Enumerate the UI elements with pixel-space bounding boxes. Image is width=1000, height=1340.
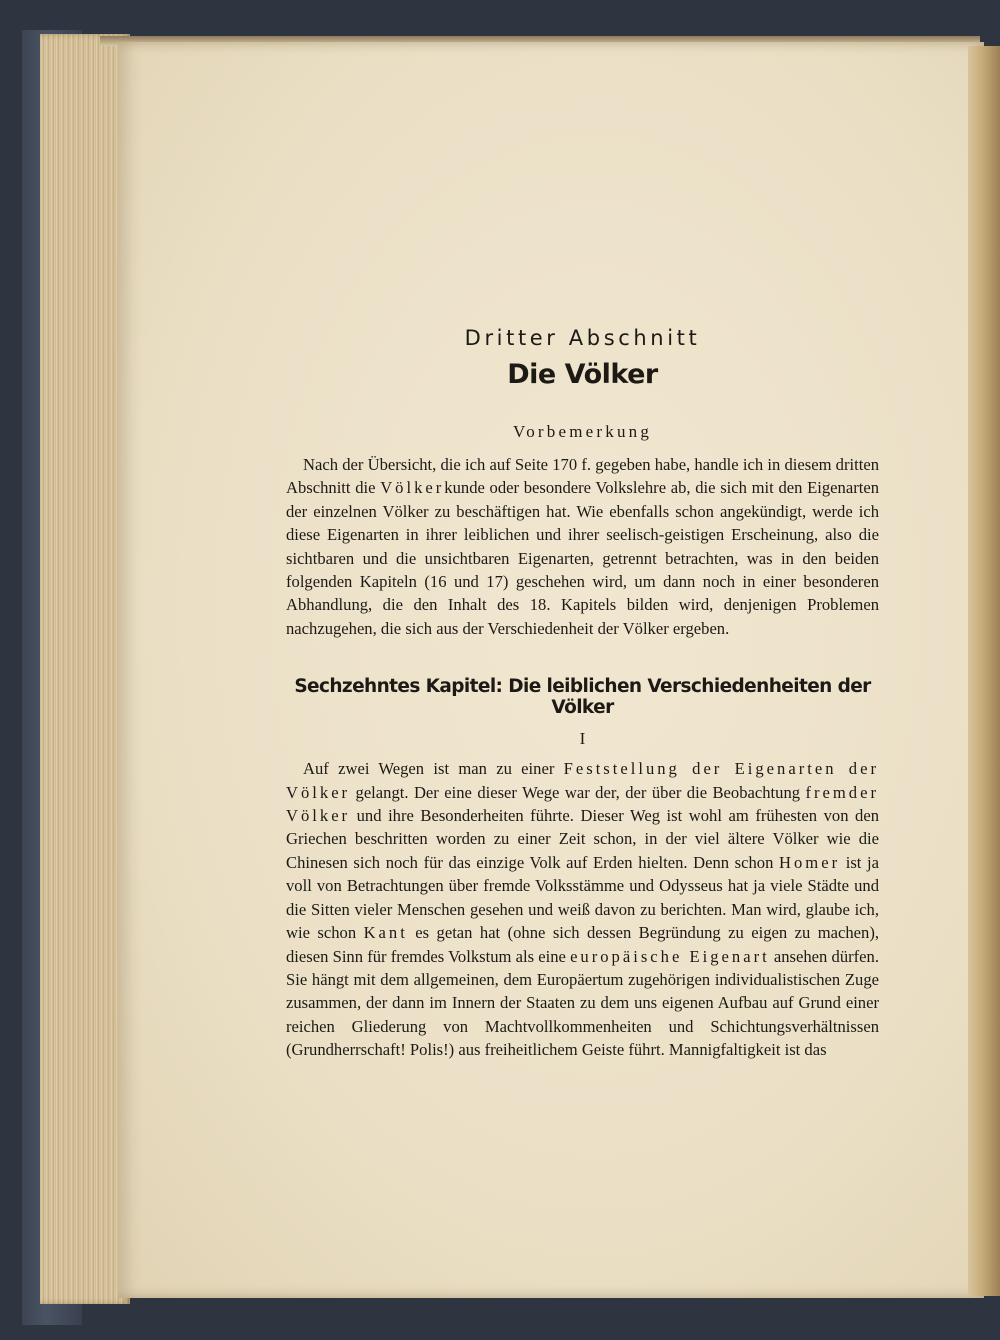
spaced-emphasis: Völker [380,478,445,498]
text-run: Nach der Übersicht, die ich auf Seite 170 f. gegeben habe, handle ich in diesem dritten Abschnitt die [286,455,879,498]
section-title: Die Völker [507,359,658,390]
page-edges-stack [40,34,130,1304]
page-content [286,300,879,1062]
text-run: ist ja voll von Betrachtungen über fremde Volksstämme und Odysseus hat ja viele Städte und die Sitten vieler Menschen gesehen und weiß davon zu berichten. Man wird, glaube ich, wie schon [286,852,879,943]
text-run: gelangt. Der eine dieser Wege war der, der über die Beobachtung [350,782,806,802]
spaced-emphasis: Feststellung der Eigenarten der Völker [286,759,879,802]
text-run: Auf zwei Wegen ist man zu einer [303,759,564,779]
spaced-emphasis: Homer [779,852,841,872]
intro-paragraph [286,453,879,640]
prefatory-heading: Vorbemerkung [512,422,653,441]
section-label: Dritter Abschnitt [464,326,701,350]
text-run: es getan hat (ohne sich dessen Begründung zu eigen zu machen), diesen Sinn für fremdes Volkstum als eine [286,923,879,966]
spaced-emphasis: fremder Völker [286,782,879,826]
facing-page-edge [968,46,1000,1296]
chapter-paragraph [286,757,879,1061]
chapter-section-number: I [579,729,586,749]
chapter-heading: Sechzehntes Kapitel: Die leiblichen Verschiedenheiten der Völker [294,676,871,719]
text-run: kunde oder besondere Volkslehre ab, die sich mit den Eigenarten der einzelnen Völker zu beschäftigen hat. Wie ebenfalls schon angekündigt, werde ich diese Eigenarten in ihrer leiblichen und ihrer seelisch-geistigen Erscheinung, also die sichtbaren und die unsichtbaren Eigenarten, getrennt betrachten, was in den beiden folgenden Kapiteln (16 und 17) geschehen wird, um dann noch in einer besonderen Abhandlung, die den Inhalt des 18. Kapitels bilden wird, denjenigen Problemen nachzugehen, die sich aus der Verschiedenheit der Völker ergeben. [286,478,879,638]
text-run: ansehen dürfen. Sie hängt mit dem allgemeinen, dem Europäertum zugehörigen individualistischen Zuge zusammen, der dann im Innern der Staaten zu dem uns eigenen Aufbau auf Grund einer reichen Gliederung von Machtvollkommenheiten und Schichtungsverhältnissen (Grundherrschaft! Polis!) aus freiheitlichem Geiste führt. Mannigfaltigkeit ist das [286,946,879,1060]
spaced-emphasis: Kant [363,923,408,943]
text-run: und ihre Besonderheiten führte. Dieser Weg ist wohl am frühesten von den Griechen beschritten worden zu einer Zeit schon, in der viel ältere Völker wie die Chinesen sich noch für das einzige Volk auf Erden hielten. Denn schon [286,806,879,872]
spaced-emphasis: europäische Eigenart [570,946,770,966]
